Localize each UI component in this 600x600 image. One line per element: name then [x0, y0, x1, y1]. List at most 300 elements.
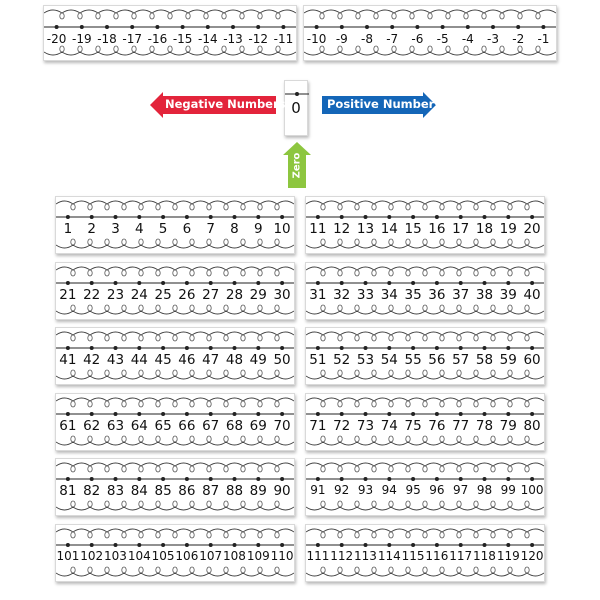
strip-numbers [306, 352, 544, 368]
number-tick-dot [280, 281, 284, 285]
positive-strip-5 [55, 327, 295, 385]
number-tick-dot [387, 281, 391, 285]
number-label: 114 [377, 548, 401, 563]
number-label: 25 [154, 286, 172, 303]
zero-label: Zero [291, 152, 303, 179]
number-tick-dot [256, 477, 260, 481]
positive-strip-1 [55, 196, 295, 254]
number-tick-dot [185, 346, 189, 350]
number-label: 104 [127, 548, 151, 563]
number-label: 88 [225, 483, 244, 499]
number-label: 64 [130, 417, 148, 434]
number-label: -15 [172, 32, 193, 46]
number-label: 71 [309, 417, 327, 434]
number-label: 24 [130, 286, 148, 303]
number-tick-dot [530, 543, 534, 547]
number-label: 113 [354, 548, 377, 563]
number-label: 82 [83, 483, 101, 499]
number-label: 47 [202, 352, 220, 368]
number-tick-dot [435, 215, 439, 219]
number-label: 16 [428, 221, 446, 237]
number-tick-dot [387, 477, 391, 481]
number-tick-dot [315, 25, 319, 29]
number-tick-dot [90, 215, 94, 219]
number-tick-dot [90, 543, 94, 547]
number-label: 60 [523, 352, 541, 368]
number-tick-dot [66, 281, 70, 285]
number-label: 30 [273, 286, 291, 303]
number-tick-dot [185, 412, 189, 416]
number-tick-dot [364, 346, 368, 350]
number-tick-dot [459, 281, 463, 285]
number-label: 84 [130, 483, 148, 499]
number-tick-dot [483, 215, 487, 219]
number-label: 57 [452, 352, 470, 368]
number-label: 105 [151, 548, 175, 563]
number-label: 62 [83, 417, 101, 434]
number-label: -11 [273, 32, 294, 46]
number-tick-dot [114, 412, 118, 416]
number-tick-dot [340, 25, 344, 29]
strip-numbers [306, 483, 544, 497]
number-tick-dot [114, 543, 118, 547]
number-label: -5 [436, 32, 449, 46]
number-label: 21 [59, 286, 77, 303]
number-label: 31 [309, 286, 327, 303]
number-tick-dot [137, 412, 141, 416]
number-tick-dot [233, 412, 237, 416]
number-tick-dot [209, 281, 213, 285]
number-label: 54 [380, 352, 398, 368]
number-tick-dot [185, 477, 189, 481]
number-tick-dot [130, 25, 134, 29]
number-label: 120 [520, 548, 544, 563]
negative-strip-2 [303, 5, 557, 61]
number-tick-dot [256, 346, 260, 350]
number-tick-dot [506, 412, 510, 416]
number-tick-dot [530, 215, 534, 219]
number-label: 61 [59, 417, 77, 434]
number-tick-dot [364, 543, 368, 547]
number-label: 78 [475, 417, 494, 434]
number-label: 72 [333, 417, 351, 434]
number-label: 32 [333, 286, 351, 303]
number-label: 99 [500, 483, 516, 497]
number-tick-dot [185, 543, 189, 547]
number-label: 107 [199, 548, 223, 563]
number-tick-dot [530, 346, 534, 350]
number-tick-dot [161, 281, 165, 285]
number-tick-dot [161, 346, 165, 350]
number-tick-dot [155, 25, 159, 29]
number-tick-dot [209, 346, 213, 350]
number-label: 52 [333, 352, 351, 368]
strip-numbers [56, 418, 294, 434]
number-label: 46 [178, 352, 196, 368]
strip-numbers [56, 483, 294, 499]
number-tick-dot [66, 346, 70, 350]
number-label: 9 [253, 221, 263, 237]
number-label: 73 [356, 417, 375, 434]
number-tick-dot [316, 543, 320, 547]
number-tick-dot [435, 412, 439, 416]
number-label: 118 [473, 548, 496, 563]
number-label: 48 [225, 352, 244, 368]
number-label: 4 [134, 221, 144, 237]
strip-numbers [44, 32, 296, 46]
number-tick-dot [483, 543, 487, 547]
strip-numbers [56, 287, 294, 303]
positive-numbers-label: Positive Numbers [327, 97, 442, 111]
number-label: 15 [404, 221, 422, 237]
number-tick-dot [441, 25, 445, 29]
number-tick-dot [161, 215, 165, 219]
number-label: 6 [182, 221, 192, 237]
number-tick-dot [233, 281, 237, 285]
zero-card [284, 80, 308, 136]
number-tick-dot [256, 543, 260, 547]
number-label: 89 [249, 483, 267, 499]
number-label: -9 [335, 32, 348, 46]
number-tick-dot [256, 215, 260, 219]
number-tick-dot [364, 412, 368, 416]
number-label: -13 [223, 32, 243, 46]
number-tick-dot [316, 346, 320, 350]
number-label: 43 [106, 352, 125, 368]
strip-numbers [56, 549, 294, 563]
number-label: 49 [249, 352, 267, 368]
strip-numbers [56, 221, 294, 237]
number-label: 29 [249, 286, 267, 303]
positive-strip-11 [55, 524, 295, 582]
number-tick-dot [256, 281, 260, 285]
number-tick-dot [387, 412, 391, 416]
number-tick-dot [80, 25, 84, 29]
number-tick-dot [459, 412, 463, 416]
number-label: -8 [361, 32, 373, 46]
number-label: 69 [249, 417, 267, 434]
number-label: -10 [306, 32, 327, 46]
number-label: 109 [246, 548, 270, 563]
number-tick-dot [66, 543, 70, 547]
number-tick-dot [411, 543, 415, 547]
number-tick-dot [209, 412, 213, 416]
number-label: 87 [202, 483, 220, 499]
number-label: 68 [225, 417, 244, 434]
positive-strip-10 [305, 458, 545, 516]
number-label: 80 [523, 417, 541, 434]
number-tick-dot [364, 477, 368, 481]
number-label: 10 [273, 221, 291, 237]
number-label: -6 [411, 32, 424, 46]
number-label: -1 [537, 32, 550, 46]
number-label: 119 [496, 548, 520, 563]
number-label: 37 [452, 286, 470, 303]
number-label: 13 [356, 221, 375, 237]
number-label: -14 [198, 32, 218, 46]
number-tick-dot [209, 215, 213, 219]
number-label: -19 [72, 32, 92, 46]
number-tick-dot [280, 346, 284, 350]
number-label: 77 [452, 417, 470, 434]
number-label: -7 [386, 32, 399, 46]
number-tick-dot [90, 281, 94, 285]
number-tick-dot [483, 412, 487, 416]
number-label: 33 [356, 286, 375, 303]
number-tick-dot [387, 346, 391, 350]
number-label: -16 [147, 32, 168, 46]
number-tick-dot [411, 281, 415, 285]
number-tick-dot [390, 25, 394, 29]
number-label: 41 [59, 352, 77, 368]
number-tick-dot [491, 25, 495, 29]
negative-numbers-label: Negative Numbers [165, 97, 286, 111]
number-tick-dot [387, 215, 391, 219]
number-label: 97 [453, 483, 469, 497]
number-label: -17 [122, 32, 143, 46]
number-tick-dot [340, 346, 344, 350]
number-tick-dot [541, 25, 545, 29]
number-label: 110 [270, 548, 294, 563]
number-tick-dot [435, 477, 439, 481]
number-tick-dot [233, 215, 237, 219]
number-label: -2 [512, 32, 525, 46]
number-label: 5 [158, 221, 168, 237]
number-label: 74 [380, 417, 398, 434]
number-tick-dot [506, 215, 510, 219]
number-label: 98 [476, 483, 493, 497]
number-tick-dot [209, 543, 213, 547]
number-label: 36 [428, 286, 446, 303]
number-tick-dot [435, 346, 439, 350]
number-tick-dot [280, 477, 284, 481]
number-tick-dot [105, 25, 109, 29]
number-tick-dot [90, 412, 94, 416]
number-label: 45 [154, 352, 172, 368]
number-label: 40 [523, 286, 541, 303]
number-tick-dot [185, 281, 189, 285]
number-tick-dot [137, 346, 141, 350]
number-label: 22 [83, 286, 101, 303]
number-label: 18 [475, 221, 494, 237]
number-label: 8 [230, 221, 239, 237]
number-label: -20 [46, 32, 67, 46]
strip-numbers [304, 32, 556, 46]
number-tick-dot [466, 25, 470, 29]
number-tick-dot [114, 281, 118, 285]
number-tick-dot [387, 543, 391, 547]
number-tick-dot [516, 25, 520, 29]
number-tick-dot [256, 25, 260, 29]
number-label: 106 [175, 548, 199, 563]
number-label: 20 [523, 221, 541, 237]
number-label: 38 [475, 286, 494, 303]
number-label: 112 [330, 548, 354, 563]
number-tick-dot [161, 477, 165, 481]
positive-strip-3 [55, 262, 295, 320]
number-label: 56 [428, 352, 446, 368]
number-tick-dot [90, 477, 94, 481]
number-label: 76 [428, 417, 446, 434]
number-label: -4 [461, 32, 474, 46]
number-tick-dot [66, 215, 70, 219]
number-tick-dot [340, 215, 344, 219]
number-label: 55 [404, 352, 422, 368]
number-label: 1 [63, 221, 73, 237]
number-label: 85 [154, 483, 172, 499]
number-label: 116 [425, 548, 449, 563]
number-tick-dot [415, 25, 419, 29]
number-tick-dot [411, 477, 415, 481]
strip-numbers [56, 352, 294, 368]
number-tick-dot [280, 543, 284, 547]
number-tick-dot [459, 215, 463, 219]
number-label: 90 [273, 483, 291, 499]
number-label: 95 [405, 483, 421, 497]
number-tick-dot [161, 543, 165, 547]
number-label: 14 [380, 221, 398, 237]
number-label: 53 [356, 352, 375, 368]
number-tick-dot [316, 477, 320, 481]
number-label: 63 [106, 417, 125, 434]
number-label: 2 [87, 221, 96, 237]
number-label: 27 [202, 286, 220, 303]
strip-numbers [306, 418, 544, 434]
number-label: -12 [248, 32, 269, 46]
number-label: 102 [80, 548, 104, 563]
number-tick-dot [411, 215, 415, 219]
number-label: 59 [499, 352, 517, 368]
positive-strip-4 [305, 262, 545, 320]
strip-numbers [306, 221, 544, 237]
positive-strip-6 [305, 327, 545, 385]
number-tick-dot [316, 215, 320, 219]
number-label: 101 [56, 548, 80, 563]
number-label: 66 [178, 417, 196, 434]
number-tick-dot [506, 281, 510, 285]
number-label: 7 [206, 221, 215, 237]
number-tick-dot [66, 412, 70, 416]
number-label: 92 [334, 483, 350, 497]
number-tick-dot [316, 412, 320, 416]
number-tick-dot [90, 346, 94, 350]
number-label: 19 [499, 221, 517, 237]
number-tick-dot [459, 543, 463, 547]
number-label: 111 [306, 548, 330, 563]
number-label: 50 [273, 352, 291, 368]
number-tick-dot [411, 412, 415, 416]
number-label: 39 [499, 286, 517, 303]
number-label: 3 [111, 221, 120, 237]
number-label: 11 [309, 221, 327, 237]
strip-numbers [306, 549, 544, 563]
number-tick-dot [530, 477, 534, 481]
number-label: 96 [429, 483, 445, 497]
number-tick-dot [137, 215, 141, 219]
number-tick-dot [280, 215, 284, 219]
number-tick-dot [340, 412, 344, 416]
number-tick-dot [280, 412, 284, 416]
number-label: 42 [83, 352, 101, 368]
number-label: 44 [130, 352, 148, 368]
number-label: 23 [106, 286, 125, 303]
number-tick-dot [281, 25, 285, 29]
number-tick-dot [340, 477, 344, 481]
number-tick-dot [459, 477, 463, 481]
number-label: 75 [404, 417, 422, 434]
number-tick-dot [185, 215, 189, 219]
number-tick-dot [530, 412, 534, 416]
number-tick-dot [137, 477, 141, 481]
number-label: 117 [449, 548, 473, 563]
number-tick-dot [340, 543, 344, 547]
number-tick-dot [506, 477, 510, 481]
number-tick-dot [206, 25, 210, 29]
number-label: 65 [154, 417, 172, 434]
positive-strip-8 [305, 393, 545, 451]
number-label: 12 [333, 221, 351, 237]
number-label: 26 [178, 286, 196, 303]
number-label: 58 [475, 352, 494, 368]
number-label: 100 [520, 483, 544, 497]
number-tick-dot [483, 281, 487, 285]
number-tick-dot [316, 281, 320, 285]
number-label: 91 [310, 483, 326, 497]
number-tick-dot [340, 281, 344, 285]
number-tick-dot [364, 281, 368, 285]
number-tick-dot [411, 346, 415, 350]
number-tick-dot [483, 346, 487, 350]
number-tick-dot [459, 346, 463, 350]
number-tick-dot [506, 543, 510, 547]
number-tick-dot [231, 25, 235, 29]
positive-strip-2 [305, 196, 545, 254]
number-tick-dot [161, 412, 165, 416]
number-label: 67 [202, 417, 220, 434]
number-tick-dot [233, 543, 237, 547]
number-label: 93 [357, 483, 374, 497]
number-tick-dot [483, 477, 487, 481]
number-label: 34 [380, 286, 398, 303]
number-tick-dot [435, 543, 439, 547]
number-label: 108 [223, 548, 246, 563]
number-tick-dot [506, 346, 510, 350]
number-tick-dot [256, 412, 260, 416]
number-tick-dot [530, 281, 534, 285]
positive-strip-9 [55, 458, 295, 516]
number-label: 35 [404, 286, 422, 303]
number-label: -3 [487, 32, 499, 46]
number-tick-dot [114, 346, 118, 350]
number-tick-dot [364, 215, 368, 219]
zero-number: 0 [291, 99, 301, 117]
number-tick-dot [181, 25, 185, 29]
number-label: 115 [401, 548, 425, 563]
number-label: 86 [178, 483, 196, 499]
positive-strip-12 [305, 524, 545, 582]
number-label: 79 [499, 417, 517, 434]
number-label: 17 [452, 221, 470, 237]
number-tick-dot [114, 215, 118, 219]
negative-strip-1 [43, 5, 297, 61]
number-tick-dot [365, 25, 369, 29]
number-tick-dot [114, 477, 118, 481]
number-label: 94 [381, 483, 397, 497]
number-label: 81 [59, 483, 77, 499]
number-tick-dot [435, 281, 439, 285]
number-label: -18 [97, 32, 117, 46]
positive-strip-7 [55, 393, 295, 451]
